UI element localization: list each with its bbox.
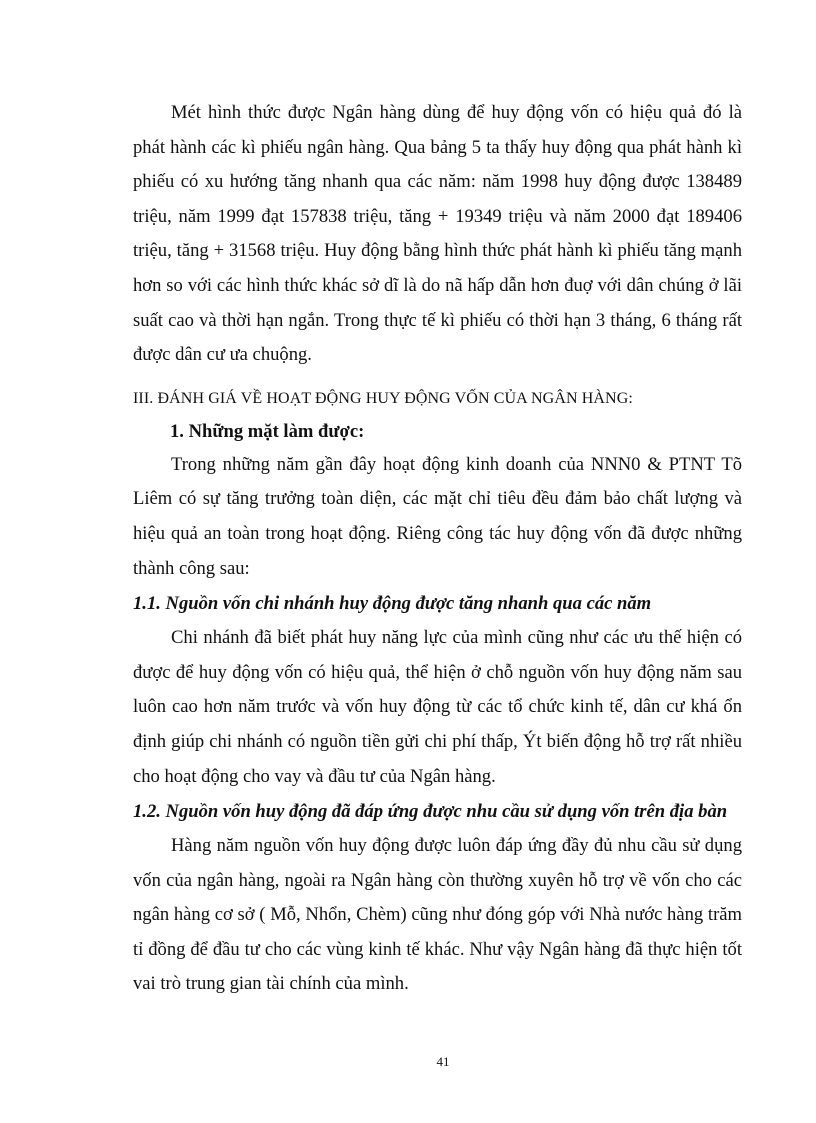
subheading-1-1: 1.1. Nguồn vốn chi nhánh huy động được tăng nhanh qua các năm — [133, 593, 652, 615]
subheading-1-2: 1.2. Nguồn vốn huy động đã đáp ứng được nhu cầu sử dụng vốn trên địa bàn — [133, 801, 728, 823]
page-body — [133, 96, 742, 1002]
section-heading: III. ĐÁNH GIÁ VỀ HOẠT ĐỘNG HUY ĐỘNG VỐN CỦA NGÂN HÀNG: — [133, 389, 633, 407]
paragraph-growth: Chi nhánh đã biết phát huy năng lực của mình cũng như các ưu thế hiện có được để huy động vốn có hiệu quả, thể hiện ở chỗ nguồn vốn huy động năm sau luôn cao hơn năm trước và vốn huy động từ các tổ chức kinh tế, dân cư khá ổn định giúp chi nhánh có nguồn tiền gửi chi phí thấp, Ýt biến động hỗ trợ rất nhiều cho hoạt động cho vay và đầu tư của Ngân hàng. — [133, 627, 742, 787]
page-number: 41 — [436, 1054, 450, 1069]
paragraph-demand: Hàng năm nguồn vốn huy động được luôn đáp ứng đầy đủ nhu cầu sử dụng vốn của ngân hàng, ngoài ra Ngân hàng còn thường xuyên hỗ trợ về vốn cho các ngân hàng cơ sở ( Mỗ, Nhổn, Chèm) cũng như đóng góp với Nhà nước hàng trăm tỉ đồng để đầu tư cho các vùng kinh tế khác. Như vậy Ngân hàng đã thực hiện tốt vai trò trung gian tài chính của mình. — [133, 835, 742, 995]
paragraph-ky-phieu: Mét hình thức được Ngân hàng dùng để huy động vốn có hiệu quả đó là phát hành các kì phiếu ngân hàng. Qua bảng 5 ta thấy huy động qua phát hành kì phiếu có xu hướng tăng nhanh qua các năm: năm 1998 huy động được 138489 triệu, năm 1999 đạt 157838 triệu, tăng + 19349 triệu và năm 2000 đạt 189406 triệu, tăng + 31568 triệu. Huy động bằng hình thức phát hành kì phiếu tăng mạnh hơn so với các hình thức khác sở dĩ là do nã hấp dẫn hơn đuợ với dân chúng ở lãi suất cao và thời hạn ngắn. Trong thực tế kì phiếu có thời hạn 3 tháng, 6 tháng rất được dân cư ưa chuộng. — [133, 102, 742, 366]
subheading-achievements: 1. Những mặt làm được: — [170, 420, 365, 442]
paragraph-overview: Trong những năm gần đây hoạt động kinh doanh của NNN0 & PTNT Tõ Liêm có sự tăng trưởng toàn diện, các mặt chỉ tiêu đều đảm bảo chất lượng và hiệu quả an toàn trong hoạt động. Riêng công tác huy động vốn đã được những thành công sau: — [133, 453, 742, 579]
